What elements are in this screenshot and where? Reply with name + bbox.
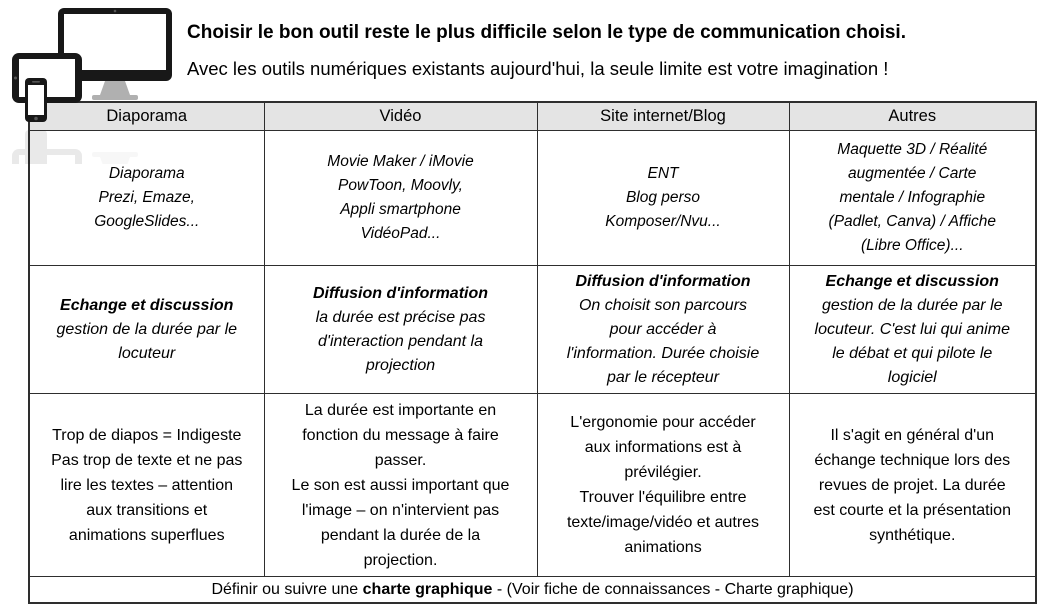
page-subtitle: Avec les outils numériques existants aujourd'hui, la seule limite est votre imagination ! xyxy=(187,57,889,79)
communication-mode-row xyxy=(29,266,1036,394)
tools-cell-autres: Maquette 3D / Réalité augmentée / Carte mentale / Infographie (Padlet, Canva) / Affiche (Libre Office)... xyxy=(789,131,1036,266)
footer-text-prefix: Définir ou suivre une xyxy=(211,580,363,598)
table-header-row xyxy=(29,102,1036,131)
mode-title: Echange et discussion xyxy=(60,296,234,314)
header-cell-diaporama: Diaporama xyxy=(29,102,264,131)
page-title: Choisir le bon outil reste le plus difficile selon le type de communication choisi. xyxy=(187,22,906,43)
mode-body: la durée est précise pas d'interaction pendant la projection xyxy=(315,308,486,374)
table-footer-row xyxy=(29,577,1036,604)
mode-title: Echange et discussion xyxy=(825,272,999,290)
header-cell-autres: Autres xyxy=(789,102,1036,131)
tools-row xyxy=(29,131,1036,266)
advice-cell-site-blog: L'ergonomie pour accéder aux informations est à prévilégier. Trouver l'équilibre entre texte/image/vidéo et autres animations xyxy=(537,394,789,577)
header-cell-video: Vidéo xyxy=(264,102,537,131)
monitor-icon xyxy=(58,8,172,100)
tools-cell-site-blog: ENT Blog perso Komposer/Nvu... xyxy=(537,131,789,266)
mode-cell-video xyxy=(264,266,537,394)
mode-body: gestion de la durée par le locuteur xyxy=(56,320,238,362)
mode-cell-site-blog xyxy=(537,266,789,394)
advice-row xyxy=(29,394,1036,577)
advice-cell-autres: Il s'agit en général d'un échange technique lors des revues de projet. La durée est courte et la présentation synthétique. xyxy=(789,394,1036,577)
title-block xyxy=(187,22,1032,80)
header-cell-site-blog: Site internet/Blog xyxy=(537,102,789,131)
mode-body: On choisit son parcours pour accéder à l'information. Durée choisie par le récepteur xyxy=(566,296,760,386)
advice-cell-diaporama: Trop de diapos = Indigeste Pas trop de texte et ne pas lire les textes – attention aux transitions et animations superflues xyxy=(29,394,264,577)
mode-title: Diffusion d'information xyxy=(575,272,751,290)
mode-cell-autres xyxy=(789,266,1036,394)
footer-text-suffix: - (Voir fiche de connaissances - Charte graphique) xyxy=(492,580,854,598)
tablet-icon xyxy=(12,53,82,103)
tools-cell-diaporama: Diaporama Prezi, Emaze, GoogleSlides... xyxy=(29,131,264,266)
advice-cell-video: La durée est importante en fonction du message à faire passer. Le son est aussi important que l'image – on n'intervient pas pendant la durée de la projection. xyxy=(264,394,537,577)
tools-comparison-table xyxy=(28,101,1037,604)
footer-cell xyxy=(29,577,1036,604)
mode-cell-diaporama xyxy=(29,266,264,394)
mode-title: Diffusion d'information xyxy=(312,284,489,302)
tools-cell-video: Movie Maker / iMovie PowToon, Moovly, Appli smartphone VidéoPad... xyxy=(264,131,537,266)
footer-text-bold: charte graphique xyxy=(362,580,493,598)
mode-body: gestion de la durée par le locuteur. C'est lui qui anime le débat et qui pilote le logiciel xyxy=(814,296,1010,386)
